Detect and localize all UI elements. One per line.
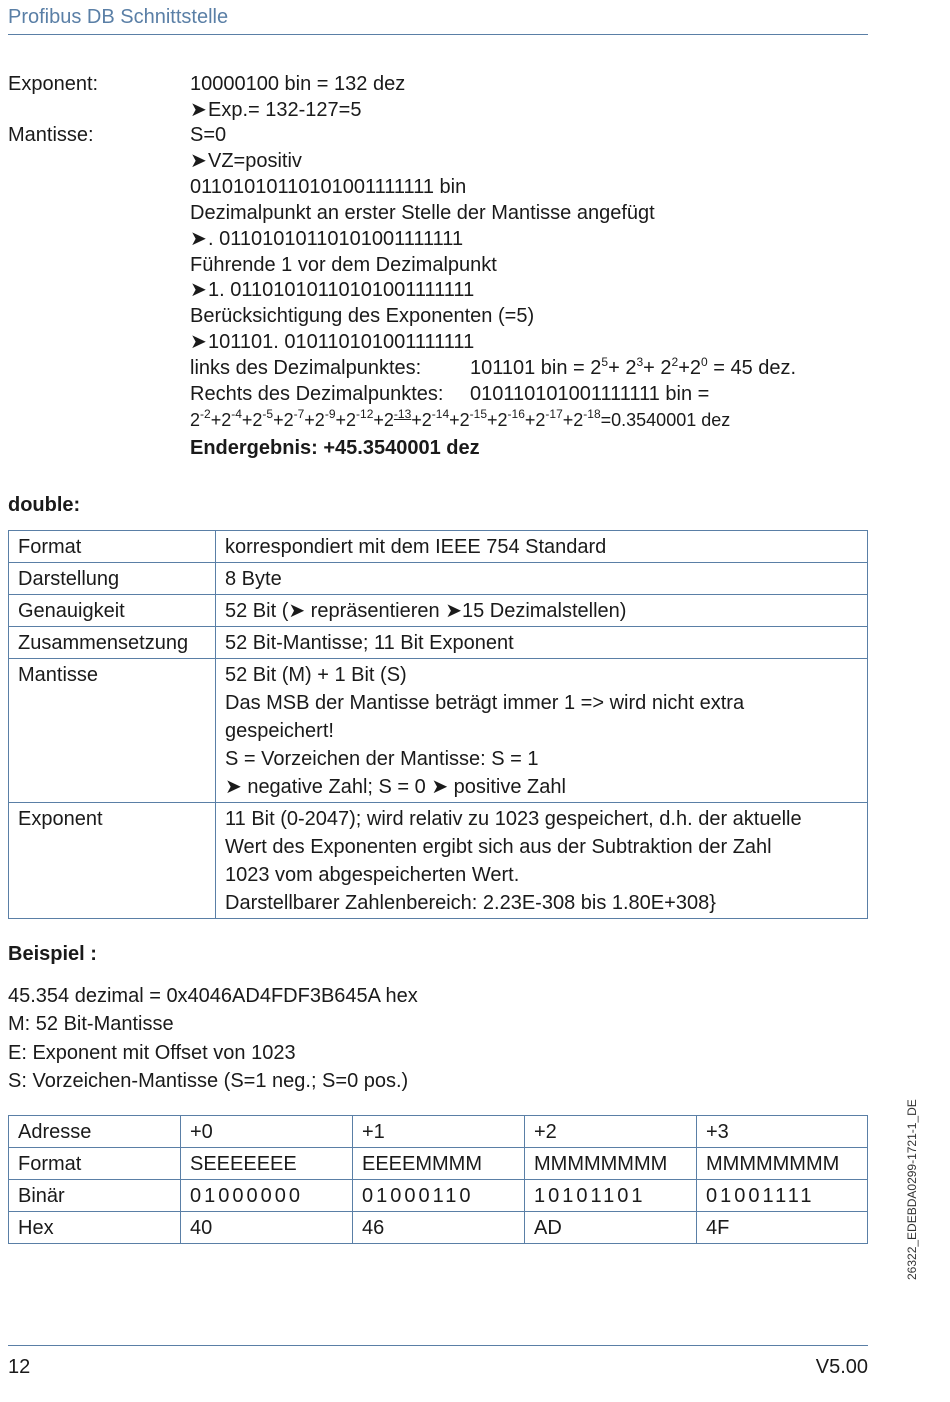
mantisse-line: ➤. 01101010110101001111111 [190,228,464,250]
table-cell: 01000000 [181,1180,353,1212]
row-value: korrespondiert mit dem IEEE 754 Standard [216,531,868,563]
table-cell: 01000110 [353,1180,525,1212]
table-cell: 01001111 [697,1180,868,1212]
mantisse-line: ➤101101. 010110101001111111 [190,331,475,353]
mantisse-line: 01101010110101001111111 bin [190,176,467,198]
beispiel-line: S: Vorzeichen-Mantisse (S=1 neg.; S=0 pos.) [8,1070,409,1092]
table-row [9,803,868,919]
beispiel-line: E: Exponent mit Offset von 1023 [8,1042,296,1064]
table-row [9,563,868,595]
table-cell: 4F [697,1212,868,1244]
double-heading: double: [8,494,81,516]
row-value: 11 Bit (0-2047); wird relativ zu 1023 gespeichert, d.h. der aktuelle Wert des Exponenten ergibt sich aus der Subtraktion der Zahl 1023 vom abgespeicherten Wert. Darstellbarer Zahlenbereich: 2.23E-308 bis 1.80E+308} [216,803,868,919]
exponent-result: ➤Exp.= 132-127=5 [190,99,362,121]
table-row [9,659,868,803]
table-cell: 40 [181,1212,353,1244]
beispiel-line: 45.354 dezimal = 0x4046AD4FDF3B645A hex [8,985,418,1007]
footer-rule [8,1345,868,1346]
beispiel-heading: Beispiel : [8,943,97,965]
beispiel-line: M: 52 Bit-Mantisse [8,1013,174,1035]
table-cell: MMMMMMMM [525,1148,697,1180]
mantisse-line: Berücksichtigung des Exponenten (=5) [190,305,535,327]
table-cell: SEEEEEEE [181,1148,353,1180]
table-cell: +2 [525,1116,697,1148]
row-key: Format [9,531,216,563]
version-label: V5.00 [815,1356,868,1378]
header-rule [8,34,868,35]
exponent-value: 10000100 bin = 132 dez [190,73,406,95]
table-row [9,531,868,563]
arrow-icon: ➤ [190,279,207,301]
table-cell: +3 [697,1116,868,1148]
table-row [9,595,868,627]
memory-layout-table [8,1115,868,1244]
table-cell: EEEEMMMM [353,1148,525,1180]
table-cell: 46 [353,1212,525,1244]
end-result: Endergebnis: +45.3540001 dez [190,437,480,459]
right-of-point-value: 010110101001111111 bin = [470,383,710,405]
row-key: Darstellung [9,563,216,595]
left-of-point-label: links des Dezimalpunktes: [190,357,422,379]
row-key: Mantisse [9,659,216,803]
arrow-icon: ➤ [190,150,207,172]
arrow-icon: ➤ [190,331,207,353]
double-properties-table [8,530,868,919]
table-cell: MMMMMMMM [697,1148,868,1180]
table-cell: Hex [9,1212,181,1244]
row-key: Zusammensetzung [9,627,216,659]
row-value: 52 Bit (➤ repräsentieren ➤15 Dezimalstellen) [216,595,868,627]
header-title: Profibus DB Schnittstelle [8,6,229,28]
table-cell: Binär [9,1180,181,1212]
table-row [9,1148,868,1180]
right-of-point-label: Rechts des Dezimalpunktes: [190,383,444,405]
mantisse-line: ➤1. 01101010110101001111111 [190,279,475,301]
mantisse-line: Dezimalpunkt an erster Stelle der Mantisse angefügt [190,202,655,224]
row-key: Exponent [9,803,216,919]
arrow-icon: ➤ [190,99,207,121]
table-cell: +1 [353,1116,525,1148]
table-cell: +0 [181,1116,353,1148]
arrow-icon: ➤ [190,228,207,250]
row-value: 52 Bit (M) + 1 Bit (S) Das MSB der Mantisse beträgt immer 1 => wird nicht extra gespeichert! S = Vorzeichen der Mantisse: S = 1 ➤ negative Zahl; S = 0 ➤ positive Zahl [216,659,868,803]
table-cell: 10101101 [525,1180,697,1212]
row-value: 8 Byte [216,563,868,595]
left-of-point-value: 101101 bin = $2^5+ 2^3+ 2^2+2^0 = 45$ dez. [470,355,797,379]
mantisse-line: S=0 [190,124,227,146]
table-cell: AD [525,1212,697,1244]
exponent-label: Exponent: [8,73,99,95]
table-row [9,1212,868,1244]
table-cell: Adresse [9,1116,181,1148]
mantisse-label: Mantisse: [8,124,94,146]
table-row [9,1116,868,1148]
mantisse-line: ➤VZ=positiv [190,150,302,172]
mantisse-line: Führende 1 vor dem Dezimalpunkt [190,254,497,276]
page-number: 12 [8,1356,31,1378]
table-row [9,627,868,659]
fraction-formula: $2^{-2}+2^{-4}+2^{-5}+2^{-7}+2^{-9}+2^{-12}+2^{-13}+2^{-14}+2^{-15}+2^{-16}+2^{-17}+2^{-18}=0.3540001$ dez [190,407,731,430]
row-key: Genauigkeit [9,595,216,627]
document-code: 26322_EDEBDA0299-1721-1_DE [905,1099,919,1280]
table-cell: Format [9,1148,181,1180]
row-value: 52 Bit-Mantisse; 11 Bit Exponent [216,627,868,659]
table-row [9,1180,868,1212]
